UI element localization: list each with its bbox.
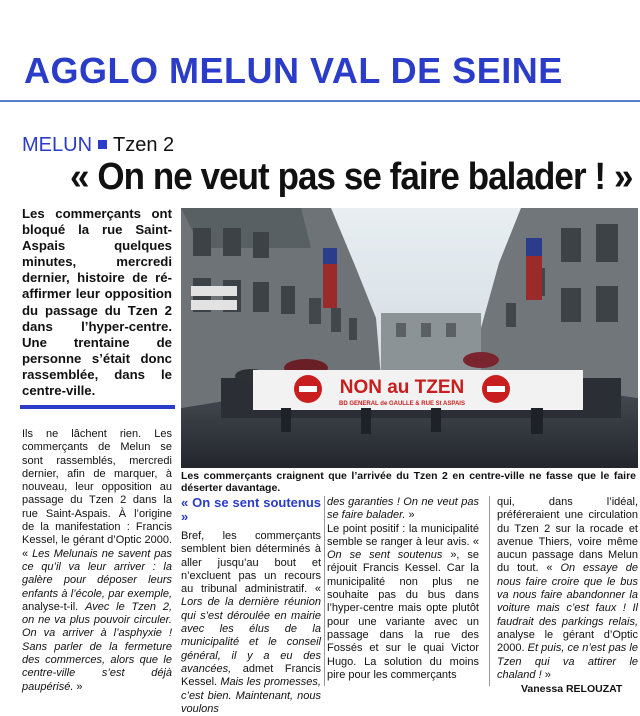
col2-quote-a: Lors de la dernière réunion qui s’est déroulée en mairie avec les élus de la municipalité et le conseil général, il y a eu des avancées, [181,596,321,675]
col4-quote-b: Et puis, ce n’est pas le Tzen qui va attirer le chaland ! [497,642,638,681]
col1-text-b: analyse-t-il. [22,600,86,613]
column-divider [324,496,325,686]
col3-text-c: », se réjouit Francis Kessel. Car la municipalité non plus ne souhaite pas du bus dans l’hyper-centre mais opte plutôt pour une variante avec un passage dans la rue des Fossés et sur le quai Victor Hugo. La solution du moins pire pour les commerçants [327,549,480,681]
article-photo [181,208,638,468]
article-column-4 [497,496,638,682]
col2-text-a: Bref, les commerçants semblent bien déterminés à aller jusqu’au bout et n’excluent pas un recours au tribunal administratif. « [181,530,321,596]
col2-text-b: admet Francis Kessel. [181,662,321,689]
article-column-1 [22,428,172,694]
col1-quote-a: Les Melunais ne savent pas ce qu’il va leur arriver : la galère pour déposer leurs enfants à l’école, par exemple, [22,547,172,600]
banner-main-text: NON au TZEN [339,377,465,398]
kicker [22,134,174,157]
col3-text-a: » [405,509,415,522]
lead-divider [20,405,175,409]
section-header [0,0,640,102]
banner-sub-text: BD GENERAL de GAULLE & RUE St ASPAIS [339,401,465,407]
subheading: « On se sent soutenus » [181,495,321,524]
column-divider [489,496,490,686]
kicker-city: MELUN [22,134,93,156]
col3-text-b: Le point positif : la municipalité semble se ranger à leur avis. « [327,522,479,548]
col1-text-c: » [73,680,83,693]
photo-caption: Les commerçants craignent que l’arrivée du Tzen 2 en centre-ville ne fasse que le faire déserter davantage. [181,470,636,494]
col3-quote-b: On se sent soutenus [327,549,443,562]
kicker-subject: Tzen 2 [113,134,175,156]
article-column-2 [181,496,321,716]
col3-quote-a: des garanties ! On ne veut pas se faire balader. [327,496,479,522]
col2-quote-b: Mais les promesses, c’est bien. Maintenant, nous voulons [181,676,321,715]
col4-text-c: » [541,668,551,681]
col4-text-a: qui, dans l’idéal, préféreraient une circulation du Tzen 2 sur la rocade et avenue Thiers, voire même aucun passage dans Melun du tout. « [497,496,638,575]
lead-paragraph: Les commerçants ont bloqué la rue Saint-Aspais quelques minutes, mercredi dernier, histoire de ré-affirmer leur opposition du passage du Tzen 2 dans l’hyper-centre. Une trentaine de personne s’était donc rassemblée, dans le centre-ville. [22,206,172,399]
col4-quote-a: On essaye de nous faire croire que le bus va nous faire abandonner la voiture mais c’est faux ! Il faudrait des parkings relais, [497,562,639,628]
square-bullet-icon [98,140,107,149]
headline: « On ne veut pas se faire balader ! » [70,156,633,198]
author-signature: Vanessa RELOUZAT [521,683,623,695]
article-column-3 [327,496,479,682]
col4-text-b: analyse le gérant d’Optic 2000. [497,628,638,655]
section-title: AGGLO MELUN VAL DE SEINE [24,50,563,91]
col1-text-a: Ils ne lâchent rien. Les commerçants de Melun se sont rassemblés, mercredi dernier, afin de marquer, à nouveau, leur opposition au passage du Tzen 2 dans la rue Saint-Aspais. À l’origine de la manifestation : Francis Kessel, le gérant d’Optic 2000. « [22,428,172,560]
col1-quote-b: Avec le Tzen 2, on ne va plus pouvoir circuler. On va arriver à l’asphyxie ! Sans parler de la fermeture des commerces, alors que le centre-ville s’est déjà paupérisé. [22,600,173,693]
